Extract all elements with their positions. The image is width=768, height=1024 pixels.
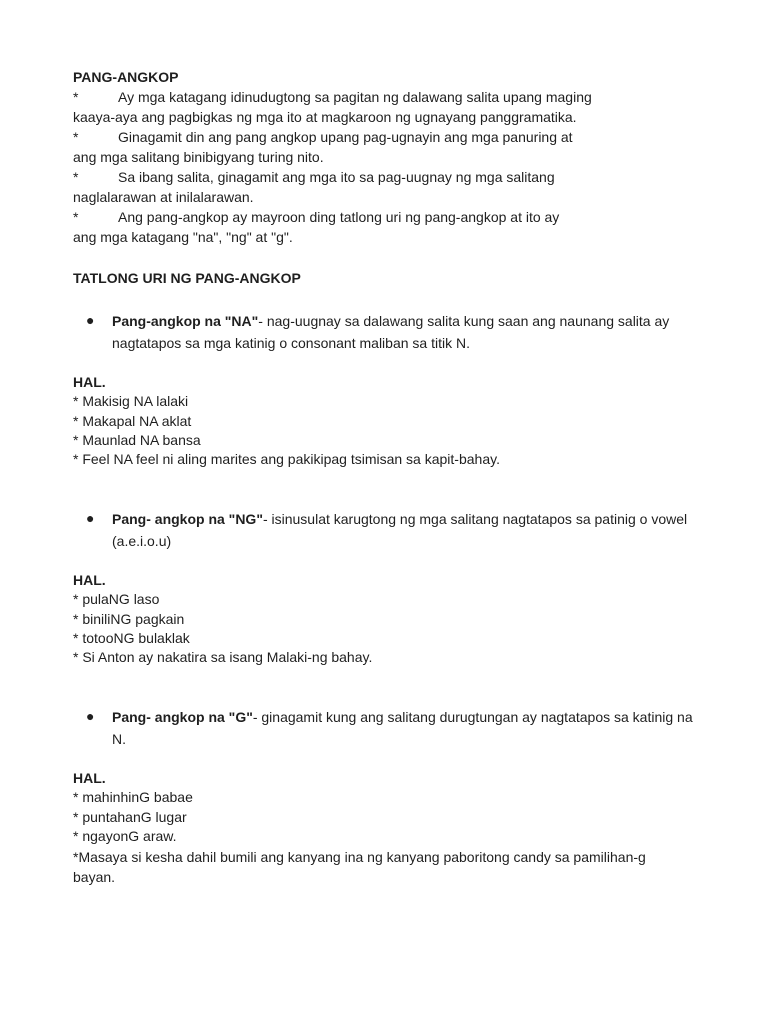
example-item: * Makisig NA lalaki (73, 393, 189, 409)
hal-block-na (73, 372, 713, 467)
bullet-desc: - ginagamit kung ang salitang durugtungan ay nagtatapos sa katinig na N. (112, 709, 693, 747)
heading-block (73, 268, 713, 288)
bullet-icon: ● (86, 510, 95, 526)
bullet-na (86, 310, 706, 354)
example-item: * Maunlad NA bansa (73, 432, 201, 448)
intro-block (73, 67, 713, 247)
example-item: * mahinhinG babae (73, 789, 193, 805)
example-item: * Feel NA feel ni aling marites ang pakikipag tsimisan sa kapit-bahay. (73, 450, 500, 467)
hal-block-g (73, 768, 713, 887)
intro-cont-2: ang mga salitang binibigyang turing nito. (73, 149, 324, 165)
heading-tatlong-uri: TATLONG URI NG PANG-ANGKOP (73, 270, 301, 286)
intro-cont-3: naglalarawan at inilalarawan. (73, 189, 254, 205)
intro-cont-1: kaaya-aya ang pagbigkas ng mga ito at magkaroon ng ugnayang panggramatika. (73, 109, 577, 125)
example-item: * pulaNG laso (73, 591, 160, 607)
bullet-icon: ● (86, 312, 95, 328)
intro-text: Sa ibang salita, ginagamit ang mga ito sa pag-uugnay ng mga salitang (118, 169, 555, 185)
bullet-text (112, 508, 706, 552)
asterisk: * (73, 169, 79, 185)
intro-line-2 (73, 127, 713, 147)
bullet-term: Pang- angkop na "G" (112, 709, 253, 725)
intro-line-3 (73, 167, 713, 187)
example-item: * biniliNG pagkain (73, 610, 185, 627)
intro-text: Ginagamit din ang pang angkop upang pag-ugnayin ang mga panuring at (118, 129, 573, 145)
example-item: * ngayonG araw. (73, 828, 177, 844)
example-item: * Makapal NA aklat (73, 412, 192, 429)
bullet-term: Pang- angkop na "NG" (112, 511, 263, 527)
intro-text: Ay mga katagang idinudugtong sa pagitan ng dalawang salita upang maging (118, 89, 592, 105)
hal-label: HAL. (73, 770, 106, 786)
example-item: * Si Anton ay nakatira sa isang Malaki-ng bahay. (73, 648, 373, 665)
heading-pang-angkop: PANG-ANGKOP (73, 69, 179, 85)
intro-line-4 (73, 207, 713, 227)
intro-text: Ang pang-angkop ay mayroon ding tatlong uri ng pang-angkop at ito ay (118, 209, 560, 225)
hal-block-ng (73, 570, 713, 665)
intro-line-1 (73, 87, 713, 107)
hal-label: HAL. (73, 374, 106, 390)
example-item: * puntahanG lugar (73, 808, 187, 825)
asterisk: * (73, 89, 79, 105)
example-item: *Masaya si kesha dahil bumili ang kanyang ina ng kanyang paboritong candy sa pamilihan-g bayan. (73, 848, 646, 885)
asterisk: * (73, 209, 79, 225)
bullet-desc: - nag-uugnay sa dalawang salita kung saan ang naunang salita ay nagtatapos sa mga katinig o consonant maliban sa titik N. (112, 313, 670, 351)
asterisk: * (73, 129, 79, 145)
intro-cont-4: ang mga katagang "na", "ng" at "g". (73, 229, 293, 245)
bullet-g (86, 706, 706, 750)
bullet-term: Pang-angkop na "NA" (112, 313, 259, 329)
bullet-icon: ● (86, 708, 95, 724)
example-item: * totooNG bulaklak (73, 630, 190, 646)
bullet-ng (86, 508, 706, 552)
bullet-text (112, 706, 706, 750)
bullet-text (112, 310, 706, 354)
hal-label: HAL. (73, 572, 106, 588)
bullet-desc: - isinusulat karugtong ng mga salitang nagtatapos sa patinig o vowel (a.e.i.o.u) (112, 511, 688, 549)
